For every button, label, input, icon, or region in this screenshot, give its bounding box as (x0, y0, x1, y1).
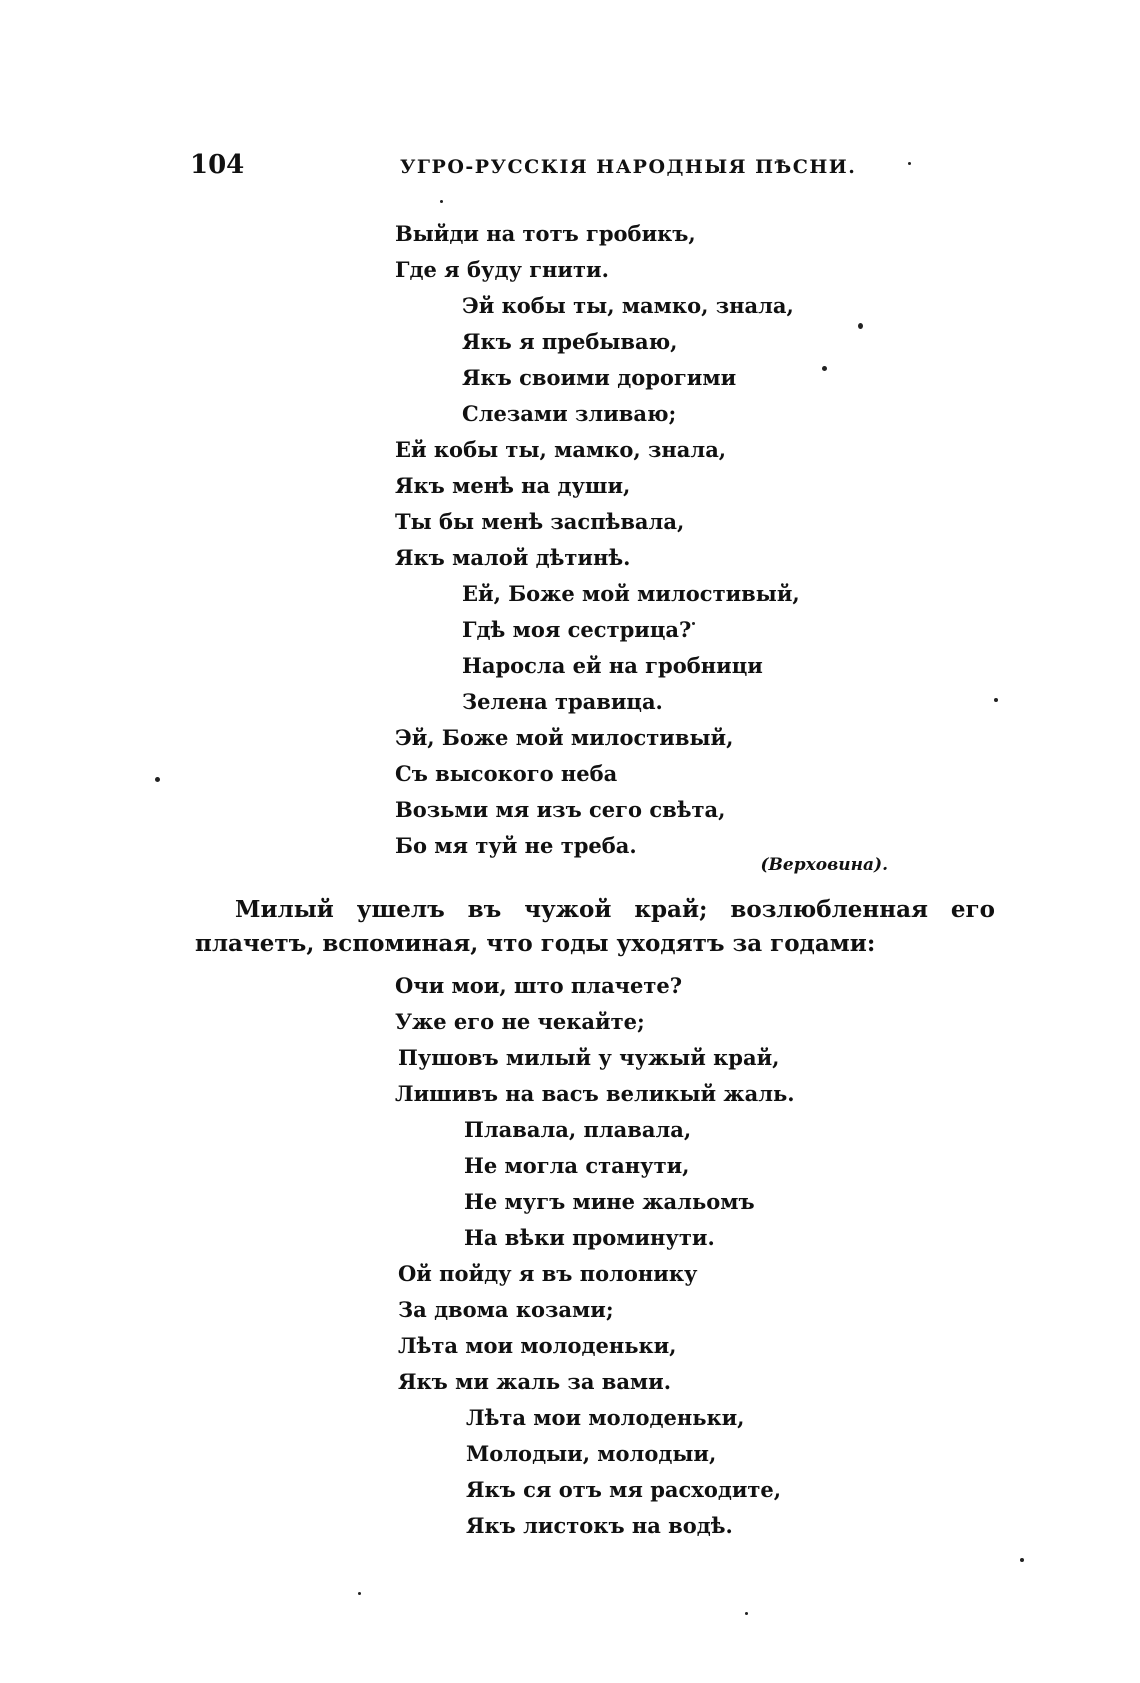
scan-speck (908, 162, 911, 165)
scan-speck (994, 698, 998, 702)
verse-line: За двома козами; (398, 1297, 614, 1322)
verse-line: Возьми мя изъ сего свѣта, (395, 797, 726, 822)
verse-line: На вѣки проминути. (464, 1225, 715, 1250)
verse-line: Якъ ся отъ мя расходите, (466, 1477, 782, 1502)
running-title: УГРО-РУССКІЯ НАРОДНЫЯ ПѢСНИ. (400, 156, 857, 178)
verse-line: Эй, Боже мой милостивый, (395, 725, 734, 750)
verse-line: Плавала, плавала, (464, 1117, 692, 1142)
verse-line: Лѣта мои молоденьки, (466, 1405, 745, 1430)
verse-line: Зелена травица. (462, 689, 663, 714)
verse-line: Ты бы менѣ заспѣвала, (395, 509, 685, 534)
scan-speck (1020, 1558, 1024, 1562)
verse-line: Не могла станути, (464, 1153, 690, 1178)
scan-speck (358, 1592, 361, 1595)
verse-line: Уже его не чекайте; (395, 1009, 645, 1034)
verse-line: Якъ своими дорогими (462, 365, 737, 390)
verse-line: Выйди на тотъ гробикъ, (395, 221, 696, 246)
verse-line: Бо мя туй не треба. (395, 833, 637, 858)
verse-line: Эй кобы ты, мамко, знала, (462, 293, 794, 318)
verse-line: Ей, Боже мой милостивый, (462, 581, 800, 606)
scan-speck (155, 777, 160, 782)
scan-speck (692, 622, 695, 625)
verse-line: Где я буду гнити. (395, 257, 609, 282)
verse-line: Якъ листокъ на водѣ. (466, 1513, 733, 1538)
verse-line: Якъ я пребываю, (462, 329, 678, 354)
verse-line: Лѣта мои молоденьки, (398, 1333, 677, 1358)
scan-speck (822, 366, 827, 371)
verse-line: Слезами зливаю; (462, 401, 677, 426)
scan-speck (745, 1612, 748, 1615)
verse-line: Лишивъ на васъ великый жаль. (395, 1081, 795, 1106)
verse-line: Гдѣ моя сестрица? (462, 617, 692, 642)
verse-line: Очи мои, што плачете? (395, 973, 683, 998)
scan-speck (440, 200, 443, 203)
verse-line: Якъ менѣ на души, (395, 473, 631, 498)
page-number: 104 (190, 150, 245, 180)
verse-line: Якъ малой дѣтинѣ. (395, 545, 631, 570)
verse-line: Ей кобы ты, мамко, знала, (395, 437, 727, 462)
scan-speck (858, 323, 863, 329)
verse-line: Ой пойду я въ полонику (398, 1261, 698, 1286)
verse-line: Молодыи, молодыи, (466, 1441, 717, 1466)
verse-line: Наросла ей на гробници (462, 653, 763, 678)
verse-line: Якъ ми жаль за вами. (398, 1369, 672, 1394)
prose-paragraph (195, 893, 995, 961)
prose-text: Милый ушелъ въ чужой край; возлюбленная его плачетъ, вспоминая, что годы уходятъ за годами: (195, 896, 995, 957)
page-header (190, 150, 995, 190)
verse-line: Пушовъ милый у чужый край, (398, 1045, 780, 1070)
song-source-note: (Верховина). (760, 855, 888, 875)
verse-line: Не мугъ мине жальомъ (464, 1189, 755, 1214)
verse-line: Съ высокого неба (395, 761, 618, 786)
